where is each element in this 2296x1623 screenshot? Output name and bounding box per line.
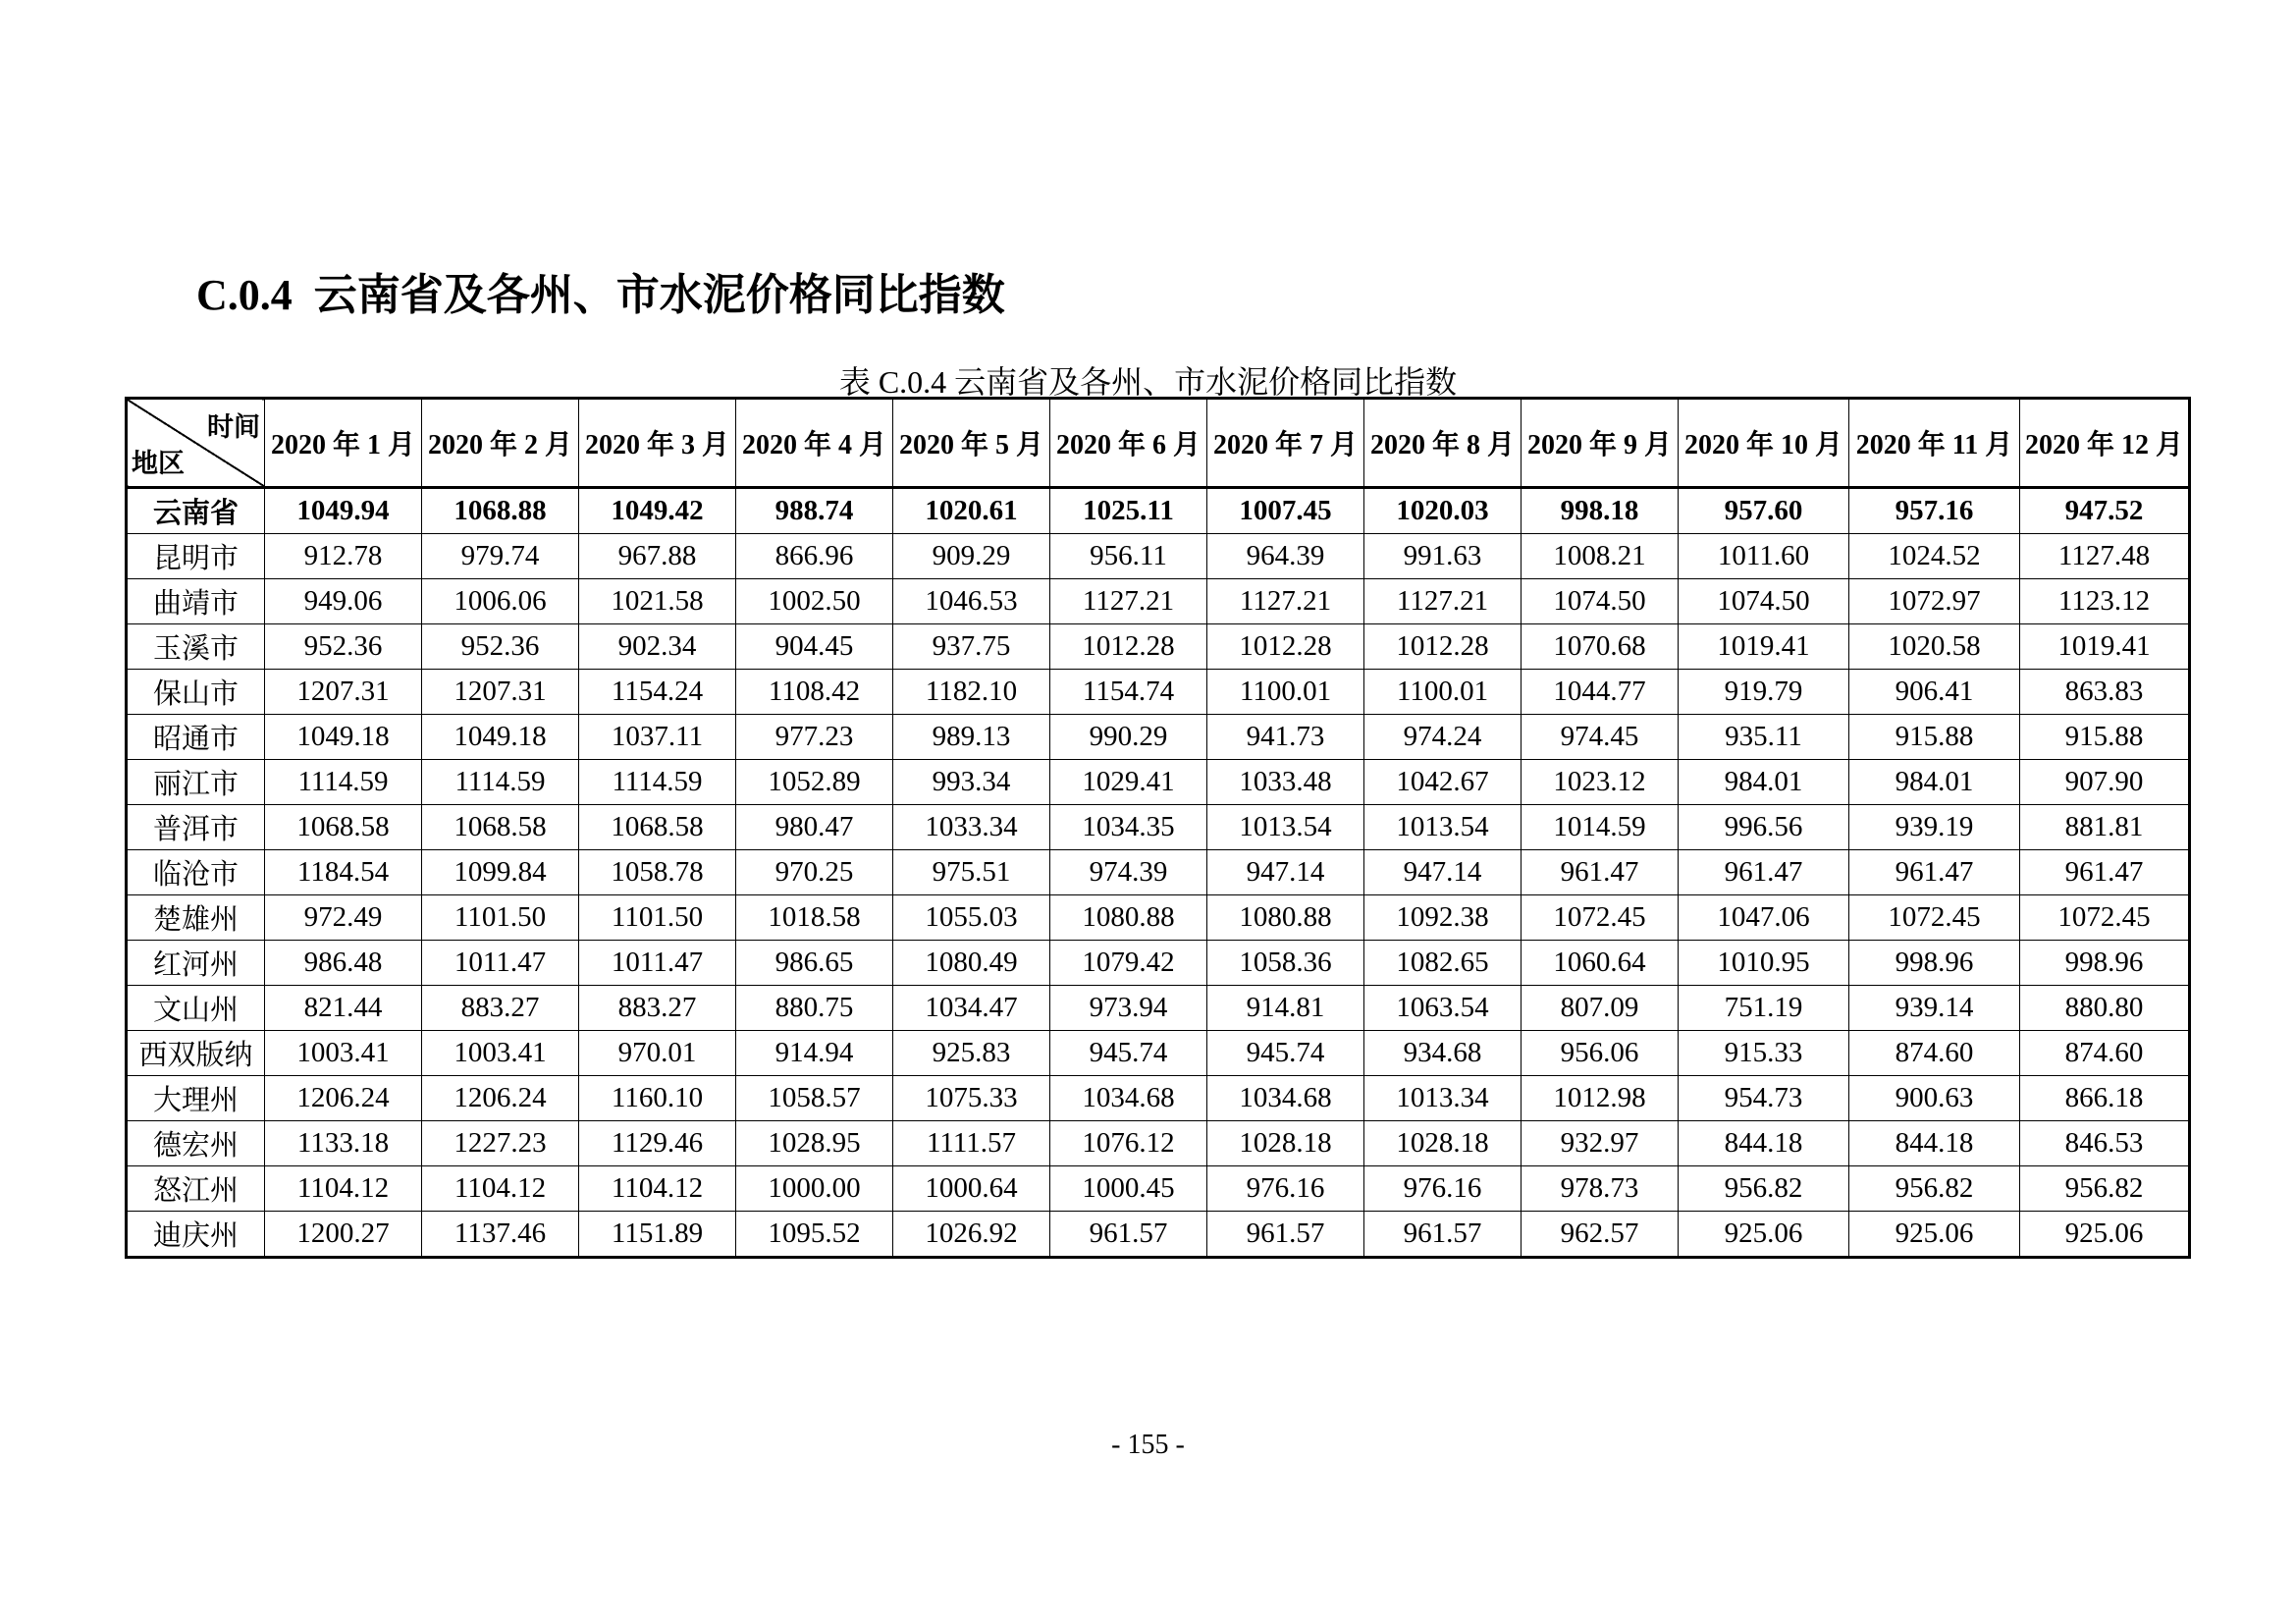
index-value-cell: 1049.18 <box>422 715 579 760</box>
index-value-cell: 1133.18 <box>265 1121 422 1166</box>
index-value-cell: 1082.65 <box>1364 941 1522 986</box>
index-value-cell: 1074.50 <box>1522 579 1679 624</box>
index-value-cell: 957.16 <box>1849 488 2020 534</box>
table-row <box>127 805 2190 850</box>
index-value-cell: 1012.28 <box>1050 624 1207 670</box>
index-value-cell: 1000.00 <box>736 1166 893 1212</box>
index-value-cell: 996.56 <box>1679 805 1849 850</box>
index-value-cell: 1034.68 <box>1207 1076 1364 1121</box>
region-cell: 红河州 <box>127 941 265 986</box>
index-value-cell: 952.36 <box>422 624 579 670</box>
column-header: 2020 年 4 月 <box>736 399 893 488</box>
index-value-cell: 947.14 <box>1207 850 1364 895</box>
index-value-cell: 1000.45 <box>1050 1166 1207 1212</box>
index-value-cell: 976.16 <box>1364 1166 1522 1212</box>
index-value-cell: 1068.58 <box>265 805 422 850</box>
index-value-cell: 932.97 <box>1522 1121 1679 1166</box>
column-header: 2020 年 10 月 <box>1679 399 1849 488</box>
index-value-cell: 993.34 <box>893 760 1050 805</box>
index-value-cell: 1111.57 <box>893 1121 1050 1166</box>
index-value-cell: 1028.18 <box>1364 1121 1522 1166</box>
section-code: C.0.4 <box>196 271 293 319</box>
index-value-cell: 1026.92 <box>893 1212 1050 1258</box>
index-value-cell: 1100.01 <box>1207 670 1364 715</box>
index-value-cell: 1034.68 <box>1050 1076 1207 1121</box>
index-value-cell: 1019.41 <box>1679 624 1849 670</box>
column-header: 2020 年 2 月 <box>422 399 579 488</box>
section-title: 云南省及各州、市水泥价格同比指数 <box>313 271 1005 319</box>
index-value-cell: 979.74 <box>422 534 579 579</box>
index-value-cell: 906.41 <box>1849 670 2020 715</box>
index-value-cell: 1074.50 <box>1679 579 1849 624</box>
index-value-cell: 1058.57 <box>736 1076 893 1121</box>
index-value-cell: 1184.54 <box>265 850 422 895</box>
index-value-cell: 1099.84 <box>422 850 579 895</box>
index-value-cell: 1123.12 <box>2020 579 2190 624</box>
index-value-cell: 1108.42 <box>736 670 893 715</box>
index-value-cell: 925.83 <box>893 1031 1050 1076</box>
index-value-cell: 1007.45 <box>1207 488 1364 534</box>
page-number: - 155 - <box>1111 1430 1185 1460</box>
index-value-cell: 1095.52 <box>736 1212 893 1258</box>
index-value-cell: 967.88 <box>579 534 736 579</box>
index-value-cell: 947.14 <box>1364 850 1522 895</box>
index-value-cell: 1127.21 <box>1207 579 1364 624</box>
index-value-cell: 954.73 <box>1679 1076 1849 1121</box>
index-value-cell: 1100.01 <box>1364 670 1522 715</box>
index-value-cell: 1079.42 <box>1050 941 1207 986</box>
index-value-cell: 1127.21 <box>1050 579 1207 624</box>
index-value-cell: 880.75 <box>736 986 893 1031</box>
index-value-cell: 904.45 <box>736 624 893 670</box>
index-value-cell: 956.82 <box>1679 1166 1849 1212</box>
index-value-cell: 1008.21 <box>1522 534 1679 579</box>
table-row <box>127 624 2190 670</box>
index-value-cell: 1160.10 <box>579 1076 736 1121</box>
index-value-cell: 978.73 <box>1522 1166 1679 1212</box>
index-value-cell: 1019.41 <box>2020 624 2190 670</box>
index-value-cell: 1042.67 <box>1364 760 1522 805</box>
index-value-cell: 1129.46 <box>579 1121 736 1166</box>
region-cell: 文山州 <box>127 986 265 1031</box>
index-value-cell: 1058.36 <box>1207 941 1364 986</box>
index-value-cell: 961.47 <box>1522 850 1679 895</box>
index-value-cell: 883.27 <box>422 986 579 1031</box>
column-header: 2020 年 8 月 <box>1364 399 1522 488</box>
index-value-cell: 1052.89 <box>736 760 893 805</box>
index-value-cell: 1000.64 <box>893 1166 1050 1212</box>
index-value-cell: 977.23 <box>736 715 893 760</box>
index-value-cell: 945.74 <box>1050 1031 1207 1076</box>
index-value-cell: 956.82 <box>1849 1166 2020 1212</box>
column-header: 2020 年 9 月 <box>1522 399 1679 488</box>
index-value-cell: 1020.58 <box>1849 624 2020 670</box>
index-value-cell: 807.09 <box>1522 986 1679 1031</box>
index-value-cell: 1154.74 <box>1050 670 1207 715</box>
index-value-cell: 919.79 <box>1679 670 1849 715</box>
index-value-cell: 939.19 <box>1849 805 2020 850</box>
region-cell: 德宏州 <box>127 1121 265 1166</box>
section-heading <box>196 259 1005 322</box>
index-value-cell: 991.63 <box>1364 534 1522 579</box>
index-value-cell: 988.74 <box>736 488 893 534</box>
table-row <box>127 534 2190 579</box>
index-value-cell: 961.57 <box>1364 1212 1522 1258</box>
index-value-cell: 976.16 <box>1207 1166 1364 1212</box>
index-value-cell: 1072.45 <box>1522 895 1679 941</box>
region-cell: 曲靖市 <box>127 579 265 624</box>
table-row <box>127 941 2190 986</box>
corner-region-label: 地区 <box>132 449 185 479</box>
index-value-cell: 1003.41 <box>422 1031 579 1076</box>
table-caption: 表 C.0.4 云南省及各州、市水泥价格同比指数 <box>838 364 1458 400</box>
index-value-cell: 844.18 <box>1679 1121 1849 1166</box>
index-value-cell: 1080.88 <box>1207 895 1364 941</box>
index-value-cell: 1013.54 <box>1207 805 1364 850</box>
index-value-cell: 1055.03 <box>893 895 1050 941</box>
column-header: 2020 年 3 月 <box>579 399 736 488</box>
index-value-cell: 1024.52 <box>1849 534 2020 579</box>
index-value-cell: 935.11 <box>1679 715 1849 760</box>
index-value-cell: 883.27 <box>579 986 736 1031</box>
index-value-cell: 1049.94 <box>265 488 422 534</box>
index-value-cell: 986.65 <box>736 941 893 986</box>
region-cell: 大理州 <box>127 1076 265 1121</box>
index-value-cell: 907.90 <box>2020 760 2190 805</box>
table-row <box>127 986 2190 1031</box>
index-value-cell: 1034.35 <box>1050 805 1207 850</box>
index-value-cell: 986.48 <box>265 941 422 986</box>
index-value-cell: 1101.50 <box>422 895 579 941</box>
index-value-cell: 998.18 <box>1522 488 1679 534</box>
index-value-cell: 912.78 <box>265 534 422 579</box>
index-value-cell: 1033.48 <box>1207 760 1364 805</box>
index-value-cell: 1044.77 <box>1522 670 1679 715</box>
corner-header-cell <box>127 399 265 488</box>
index-value-cell: 1104.12 <box>579 1166 736 1212</box>
index-value-cell: 957.60 <box>1679 488 1849 534</box>
index-value-cell: 1206.24 <box>422 1076 579 1121</box>
index-value-cell: 974.39 <box>1050 850 1207 895</box>
index-value-cell: 970.25 <box>736 850 893 895</box>
column-header: 2020 年 7 月 <box>1207 399 1364 488</box>
index-value-cell: 880.80 <box>2020 986 2190 1031</box>
index-value-cell: 1060.64 <box>1522 941 1679 986</box>
table-row <box>127 895 2190 941</box>
index-value-cell: 1028.95 <box>736 1121 893 1166</box>
index-value-cell: 1049.18 <box>265 715 422 760</box>
region-cell: 云南省 <box>127 488 265 534</box>
index-value-cell: 1104.12 <box>265 1166 422 1212</box>
index-value-cell: 989.13 <box>893 715 1050 760</box>
index-value-cell: 947.52 <box>2020 488 2190 534</box>
region-cell: 迪庆州 <box>127 1212 265 1258</box>
index-value-cell: 821.44 <box>265 986 422 1031</box>
index-value-cell: 1114.59 <box>579 760 736 805</box>
index-value-cell: 1182.10 <box>893 670 1050 715</box>
index-value-cell: 980.47 <box>736 805 893 850</box>
index-value-cell: 998.96 <box>2020 941 2190 986</box>
index-value-cell: 937.75 <box>893 624 1050 670</box>
index-value-cell: 949.06 <box>265 579 422 624</box>
index-value-cell: 1058.78 <box>579 850 736 895</box>
index-value-cell: 866.18 <box>2020 1076 2190 1121</box>
region-cell: 临沧市 <box>127 850 265 895</box>
index-value-cell: 974.45 <box>1522 715 1679 760</box>
table-row <box>127 760 2190 805</box>
column-header: 2020 年 1 月 <box>265 399 422 488</box>
index-value-cell: 984.01 <box>1679 760 1849 805</box>
index-value-cell: 881.81 <box>2020 805 2190 850</box>
index-value-cell: 1072.45 <box>2020 895 2190 941</box>
table-row <box>127 1121 2190 1166</box>
region-cell: 西双版纳 <box>127 1031 265 1076</box>
index-value-cell: 1207.31 <box>265 670 422 715</box>
index-value-cell: 1070.68 <box>1522 624 1679 670</box>
index-value-cell: 925.06 <box>1849 1212 2020 1258</box>
index-value-cell: 1154.24 <box>579 670 736 715</box>
region-cell: 丽江市 <box>127 760 265 805</box>
index-value-cell: 909.29 <box>893 534 1050 579</box>
index-value-cell: 1011.47 <box>422 941 579 986</box>
index-value-cell: 1037.11 <box>579 715 736 760</box>
index-value-cell: 1076.12 <box>1050 1121 1207 1166</box>
column-header: 2020 年 11 月 <box>1849 399 2020 488</box>
region-cell: 怒江州 <box>127 1166 265 1212</box>
index-value-cell: 1012.28 <box>1364 624 1522 670</box>
region-cell: 普洱市 <box>127 805 265 850</box>
index-value-cell: 952.36 <box>265 624 422 670</box>
index-value-cell: 1011.60 <box>1679 534 1849 579</box>
index-value-cell: 974.24 <box>1364 715 1522 760</box>
index-value-cell: 1137.46 <box>422 1212 579 1258</box>
table-row <box>127 579 2190 624</box>
index-value-cell: 1080.88 <box>1050 895 1207 941</box>
index-value-cell: 975.51 <box>893 850 1050 895</box>
index-value-cell: 1080.49 <box>893 941 1050 986</box>
index-value-cell: 914.81 <box>1207 986 1364 1031</box>
index-value-cell: 1068.58 <box>422 805 579 850</box>
index-value-cell: 961.57 <box>1207 1212 1364 1258</box>
index-value-cell: 846.53 <box>2020 1121 2190 1166</box>
index-value-cell: 939.14 <box>1849 986 2020 1031</box>
corner-time-label: 时间 <box>207 412 260 443</box>
index-value-cell: 1023.12 <box>1522 760 1679 805</box>
index-value-cell: 1114.59 <box>422 760 579 805</box>
index-value-cell: 1072.45 <box>1849 895 2020 941</box>
index-value-cell: 1151.89 <box>579 1212 736 1258</box>
table-row <box>127 850 2190 895</box>
index-value-cell: 1127.48 <box>2020 534 2190 579</box>
index-value-cell: 1002.50 <box>736 579 893 624</box>
table-row <box>127 1212 2190 1258</box>
index-value-cell: 1049.42 <box>579 488 736 534</box>
index-value-cell: 866.96 <box>736 534 893 579</box>
index-value-cell: 1012.28 <box>1207 624 1364 670</box>
index-value-cell: 1227.23 <box>422 1121 579 1166</box>
index-value-cell: 934.68 <box>1364 1031 1522 1076</box>
index-value-cell: 1092.38 <box>1364 895 1522 941</box>
index-value-cell: 1021.58 <box>579 579 736 624</box>
index-value-cell: 1075.33 <box>893 1076 1050 1121</box>
table-row <box>127 1076 2190 1121</box>
index-value-cell: 1114.59 <box>265 760 422 805</box>
index-value-cell: 962.57 <box>1522 1212 1679 1258</box>
region-cell: 玉溪市 <box>127 624 265 670</box>
index-value-cell: 1010.95 <box>1679 941 1849 986</box>
index-value-cell: 1046.53 <box>893 579 1050 624</box>
index-value-cell: 1018.58 <box>736 895 893 941</box>
index-value-cell: 1127.21 <box>1364 579 1522 624</box>
index-value-cell: 1033.34 <box>893 805 1050 850</box>
region-cell: 昆明市 <box>127 534 265 579</box>
index-value-cell: 1063.54 <box>1364 986 1522 1031</box>
table-row <box>127 1031 2190 1076</box>
index-value-cell: 874.60 <box>1849 1031 2020 1076</box>
index-value-cell: 925.06 <box>2020 1212 2190 1258</box>
region-cell: 楚雄州 <box>127 895 265 941</box>
index-value-cell: 915.88 <box>1849 715 2020 760</box>
table-row <box>127 715 2190 760</box>
index-value-cell: 998.96 <box>1849 941 2020 986</box>
index-value-cell: 1200.27 <box>265 1212 422 1258</box>
index-value-cell: 1013.34 <box>1364 1076 1522 1121</box>
index-value-cell: 956.06 <box>1522 1031 1679 1076</box>
index-value-cell: 844.18 <box>1849 1121 2020 1166</box>
index-value-cell: 900.63 <box>1849 1076 2020 1121</box>
index-value-cell: 990.29 <box>1050 715 1207 760</box>
index-value-cell: 1207.31 <box>422 670 579 715</box>
index-value-cell: 1012.98 <box>1522 1076 1679 1121</box>
index-value-cell: 863.83 <box>2020 670 2190 715</box>
table-row <box>127 1166 2190 1212</box>
region-cell: 昭通市 <box>127 715 265 760</box>
index-value-cell: 914.94 <box>736 1031 893 1076</box>
index-value-cell: 1025.11 <box>1050 488 1207 534</box>
column-header: 2020 年 6 月 <box>1050 399 1207 488</box>
index-value-cell: 925.06 <box>1679 1212 1849 1258</box>
index-value-cell: 961.47 <box>1849 850 2020 895</box>
index-value-cell: 970.01 <box>579 1031 736 1076</box>
index-value-cell: 945.74 <box>1207 1031 1364 1076</box>
index-value-cell: 1020.03 <box>1364 488 1522 534</box>
index-value-cell: 1014.59 <box>1522 805 1679 850</box>
index-value-cell: 956.11 <box>1050 534 1207 579</box>
index-value-cell: 915.33 <box>1679 1031 1849 1076</box>
index-value-cell: 874.60 <box>2020 1031 2190 1076</box>
index-value-cell: 941.73 <box>1207 715 1364 760</box>
column-header: 2020 年 12 月 <box>2020 399 2190 488</box>
index-value-cell: 961.57 <box>1050 1212 1207 1258</box>
region-cell: 保山市 <box>127 670 265 715</box>
index-value-cell: 1011.47 <box>579 941 736 986</box>
index-value-cell: 972.49 <box>265 895 422 941</box>
index-value-cell: 902.34 <box>579 624 736 670</box>
index-value-cell: 1104.12 <box>422 1166 579 1212</box>
index-value-cell: 961.47 <box>2020 850 2190 895</box>
index-value-cell: 1003.41 <box>265 1031 422 1076</box>
index-value-cell: 1206.24 <box>265 1076 422 1121</box>
index-value-cell: 961.47 <box>1679 850 1849 895</box>
index-value-cell: 964.39 <box>1207 534 1364 579</box>
index-value-cell: 1029.41 <box>1050 760 1207 805</box>
header-row <box>127 399 2190 488</box>
index-value-cell: 915.88 <box>2020 715 2190 760</box>
index-value-cell: 973.94 <box>1050 986 1207 1031</box>
index-value-cell: 1020.61 <box>893 488 1050 534</box>
table-row <box>127 670 2190 715</box>
index-value-cell: 1013.54 <box>1364 805 1522 850</box>
index-value-cell: 956.82 <box>2020 1166 2190 1212</box>
index-value-cell: 1068.88 <box>422 488 579 534</box>
index-value-cell: 1006.06 <box>422 579 579 624</box>
index-value-cell: 984.01 <box>1849 760 2020 805</box>
index-value-cell: 1101.50 <box>579 895 736 941</box>
index-value-cell: 1047.06 <box>1679 895 1849 941</box>
index-value-cell: 1034.47 <box>893 986 1050 1031</box>
column-header: 2020 年 5 月 <box>893 399 1050 488</box>
index-value-cell: 1068.58 <box>579 805 736 850</box>
table-body <box>127 488 2190 1258</box>
index-value-cell: 751.19 <box>1679 986 1849 1031</box>
cement-price-index-table <box>125 397 2191 1259</box>
province-total-row <box>127 488 2190 534</box>
index-value-cell: 1028.18 <box>1207 1121 1364 1166</box>
index-value-cell: 1072.97 <box>1849 579 2020 624</box>
